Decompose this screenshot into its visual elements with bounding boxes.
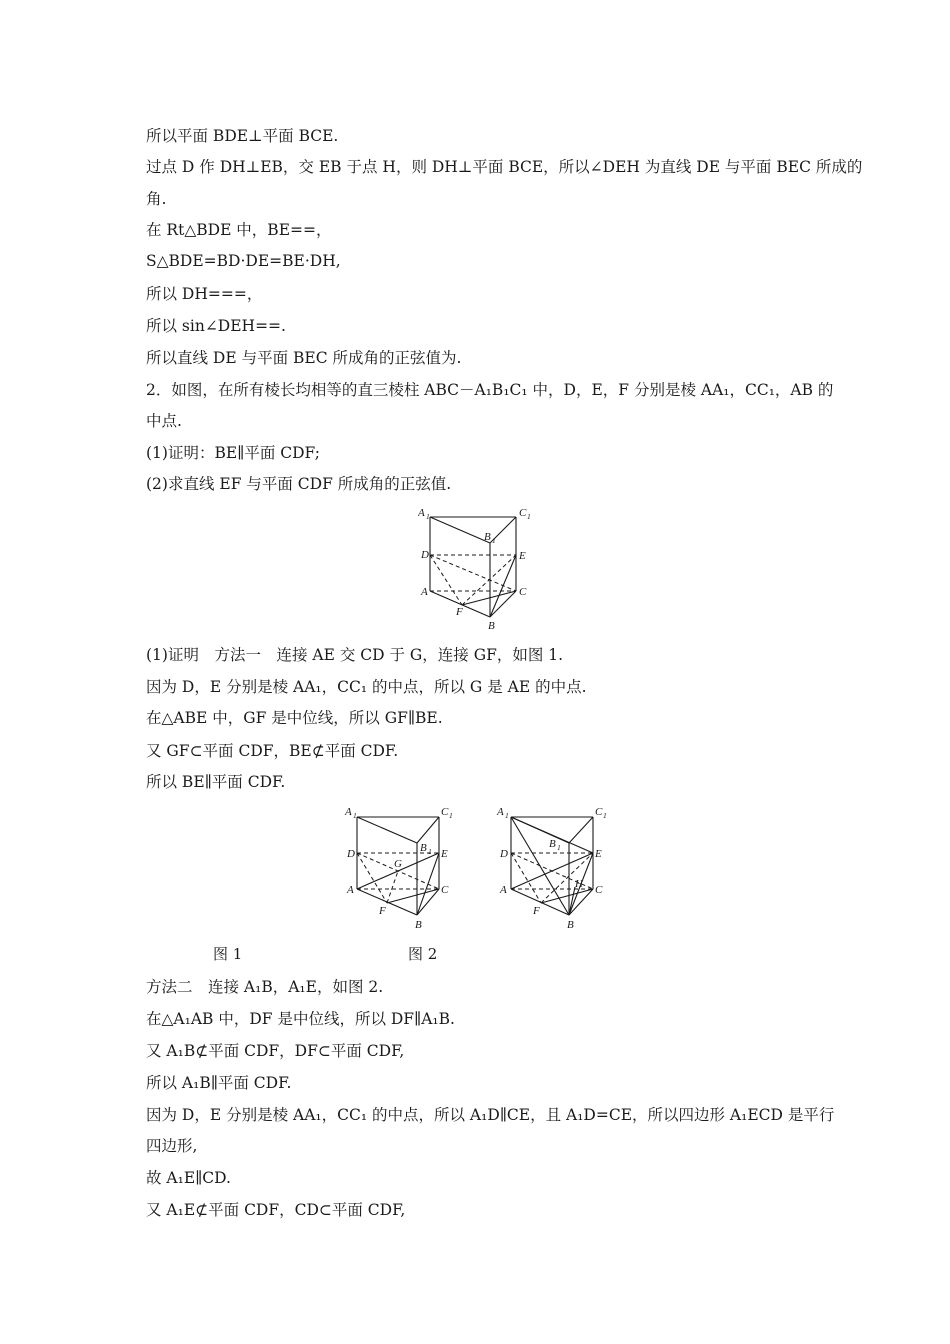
- text-line: 因为 D，E 分别是棱 AA₁，CC₁ 的中点，所以 A₁D∥CE，且 A₁D=CE，所以四边形 A₁ECD 是平行: [146, 1106, 835, 1124]
- text-line: S△BDE=BD·DE=BE·DH,: [146, 252, 341, 270]
- vertex-label: F: [456, 606, 463, 618]
- vertex-label: 1: [557, 843, 561, 852]
- vertex-label: F: [379, 905, 386, 917]
- text-line: 又 GF⊂平面 CDF，BE⊄平面 CDF.: [146, 742, 399, 760]
- vertex-label: B: [549, 838, 556, 850]
- vertex-label: 1: [353, 811, 357, 820]
- vertex-label: 1: [426, 512, 430, 521]
- vertex-label: E: [441, 848, 448, 860]
- vertex-label: A: [500, 884, 507, 896]
- vertex-label: 1: [603, 811, 607, 820]
- figure-1: [343, 803, 463, 935]
- problem-statement: 2．如图，在所有棱长均相等的直三棱柱 ABC－A₁B₁C₁ 中，D，E，F 分别是棱 AA₁，CC₁，AB 的: [146, 381, 834, 399]
- vertex-label: B: [484, 531, 491, 543]
- figure-2-caption: 图 2: [408, 945, 438, 963]
- vertex-label: 1: [449, 811, 453, 820]
- vertex-label: C: [519, 586, 527, 598]
- vertex-label: E: [519, 550, 526, 562]
- text-line: 所以 A₁B∥平面 CDF.: [146, 1074, 292, 1092]
- vertex-label: G: [394, 858, 402, 870]
- text-line: 过点 D 作 DH⊥EB，交 EB 于点 H，则 DH⊥平面 BCE，所以∠DEH 为直线 DE 与平面 BEC 所成的: [146, 158, 863, 176]
- vertex-label: 1: [527, 512, 531, 521]
- vertex-label: F: [533, 905, 540, 917]
- proof-method-2: 方法二 连接 A₁B，A₁E，如图 2.: [146, 978, 384, 996]
- text-line: 中点.: [146, 412, 182, 430]
- vertex-label: B: [567, 919, 574, 931]
- vertex-label: D: [500, 848, 508, 860]
- text-line: 又 A₁E⊄平面 CDF，CD⊂平面 CDF,: [146, 1201, 406, 1219]
- text-line: 所以平面 BDE⊥平面 BCE.: [146, 127, 339, 145]
- figure-1-caption: 图 1: [213, 945, 243, 963]
- text-line: 所以 sin∠DEH==.: [146, 317, 286, 335]
- prism-figure: [418, 505, 538, 633]
- vertex-label: D: [347, 848, 355, 860]
- vertex-label: C: [441, 806, 449, 818]
- vertex-label: C: [595, 884, 603, 896]
- text-line: 所以 DH===，: [146, 285, 263, 303]
- vertex-label: A: [418, 507, 425, 519]
- vertex-label: E: [595, 848, 602, 860]
- vertex-label: H: [575, 878, 583, 890]
- text-line: 四边形,: [146, 1137, 198, 1155]
- text-line: 所以 BE∥平面 CDF.: [146, 773, 286, 791]
- vertex-label: 1: [505, 811, 509, 820]
- question-2: (2)求直线 EF 与平面 CDF 所成角的正弦值.: [146, 475, 452, 493]
- vertex-label: 1: [492, 536, 496, 545]
- vertex-label: A: [347, 884, 354, 896]
- question-1: (1)证明：BE∥平面 CDF;: [146, 444, 320, 462]
- vertex-label: A: [497, 806, 504, 818]
- text-line: 在 Rt△BDE 中，BE==，: [146, 221, 332, 239]
- figure-2: [495, 803, 615, 935]
- vertex-label: A: [345, 806, 352, 818]
- vertex-label: B: [415, 919, 422, 931]
- vertex-label: C: [595, 806, 603, 818]
- text-line: 角.: [146, 190, 167, 208]
- vertex-label: C: [519, 507, 527, 519]
- vertex-label: 1: [428, 847, 432, 856]
- vertex-label: D: [421, 549, 429, 561]
- text-line: 因为 D，E 分别是棱 AA₁，CC₁ 的中点，所以 G 是 AE 的中点.: [146, 678, 587, 696]
- text-line: 故 A₁E∥CD.: [146, 1169, 231, 1187]
- text-line: 在△A₁AB 中，DF 是中位线，所以 DF∥A₁B.: [146, 1010, 455, 1028]
- text-line: 在△ABE 中，GF 是中位线，所以 GF∥BE.: [146, 709, 443, 727]
- text-line: 又 A₁B⊄平面 CDF，DF⊂平面 CDF,: [146, 1042, 405, 1060]
- text-line: 所以直线 DE 与平面 BEC 所成角的正弦值为.: [146, 349, 462, 367]
- vertex-label: B: [488, 620, 495, 632]
- vertex-label: A: [421, 586, 428, 598]
- vertex-label: C: [441, 884, 449, 896]
- proof-method-1: (1)证明 方法一 连接 AE 交 CD 于 G，连接 GF，如图 1.: [146, 646, 564, 664]
- vertex-label: B: [420, 842, 427, 854]
